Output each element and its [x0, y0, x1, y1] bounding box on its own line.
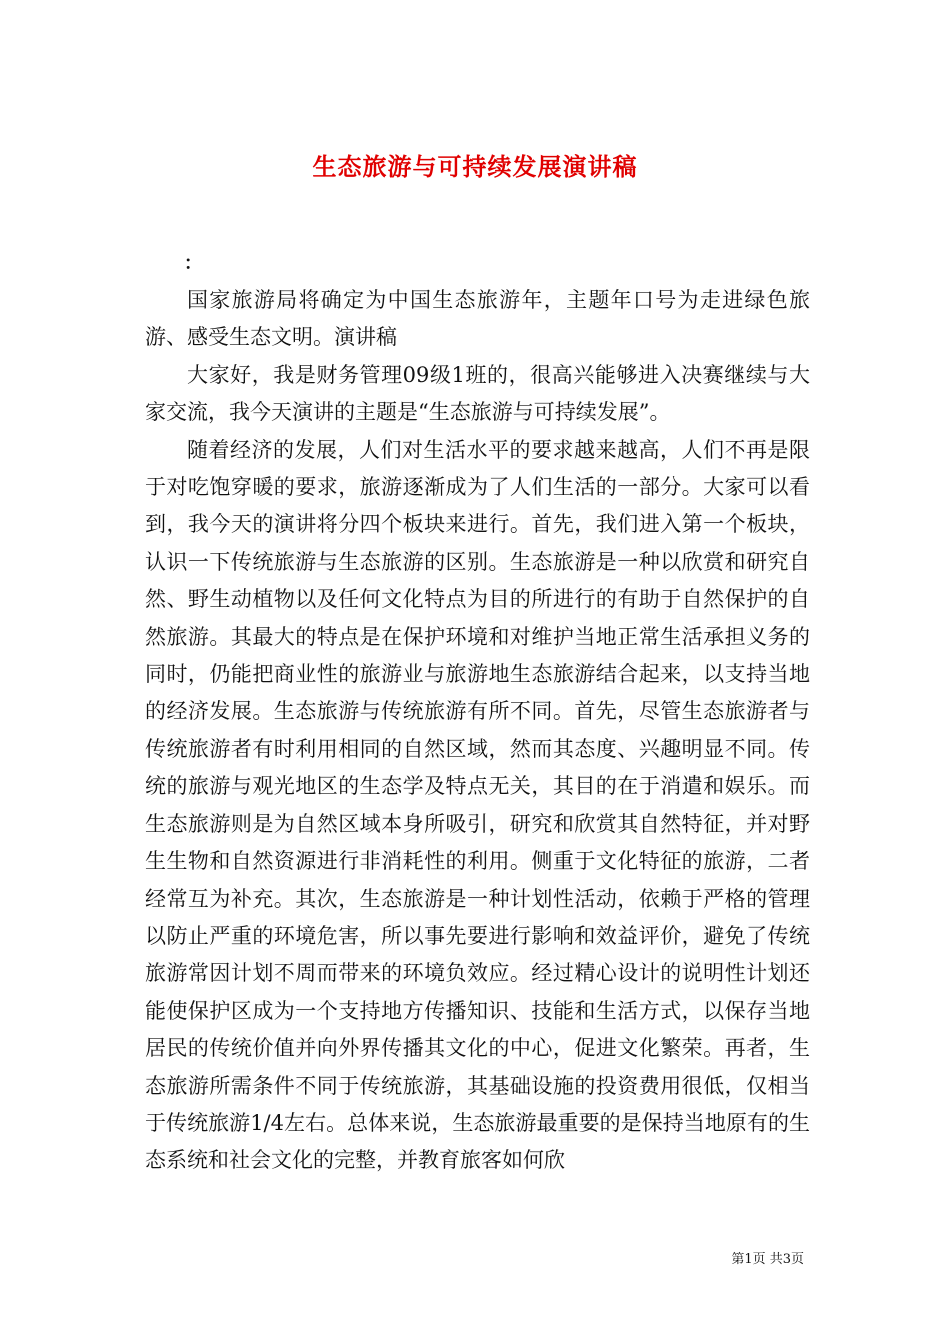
document-body	[145, 282, 810, 1180]
paragraph-1: 国家旅游局将确定为中国生态旅游年，主题年口号为走进绿色旅游、感受生态文明。演讲稿	[145, 288, 810, 350]
paragraph-2: 大家好，我是财务管理09级1班的，很高兴能够进入决赛继续与大家交流，我今天演讲的主题是“生态旅游与可持续发展”。	[145, 362, 810, 425]
paragraph-3: 随着经济的发展，人们对生活水平的要求越来越高，人们不再是限于对吃饱穿暖的要求，旅游逐渐成为了人们生活的一部分。大家可以看到，我今天的演讲将分四个板块来进行。首先，我们进入第一个板块，认识一下传统旅游与生态旅游的区别。生态旅游是一种以欣赏和研究自然、野生动植物以及任何文化特点为目的所进行的有助于自然保护的自然旅游。其最大的特点是在保护环境和对维护当地正常生活承担义务的同时，仍能把商业性的旅游业与旅游地生态旅游结合起来，以支持当地的经济发展。生态旅游与传统旅游有所不同。首先，尽管生态旅游者与传统旅游者有时利用相同的自然区域，然而其态度、兴趣明显不同。传统的旅游与观光地区的生态学及特点无关，其目的在于消遣和娱乐。而生态旅游则是为自然区域本身所吸引，研究和欣赏其自然特征，并对野生生物和自然资源进行非消耗性的利用。侧重于文化特征的旅游，二者经常互为补充。其次，生态旅游是一种计划性活动，依赖于严格的管理以防止严重的环境危害，所以事先要进行影响和效益评价，避免了传统旅游常因计划不周而带来的环境负效应。经过精心设计的说明性计划还能使保护区成为一个支持地方传播知识、技能和生活方式，以保存当地居民的传统价值并向外界传播其文化的中心，促进文化繁荣。再者，生态旅游所需条件不同于传统旅游，其基础设施的投资费用很低，仅相当于传统旅游1/4左右。总体来说，生态旅游最重要的是保持当地原有的生态系统和社会文化的完整，并教育旅客如何欣	[145, 437, 810, 1173]
lead-colon: ：	[184, 253, 202, 274]
page-title: 生态旅游与可持续发展演讲稿	[312, 152, 638, 182]
page-number: 第1页 共3页	[731, 1252, 804, 1267]
